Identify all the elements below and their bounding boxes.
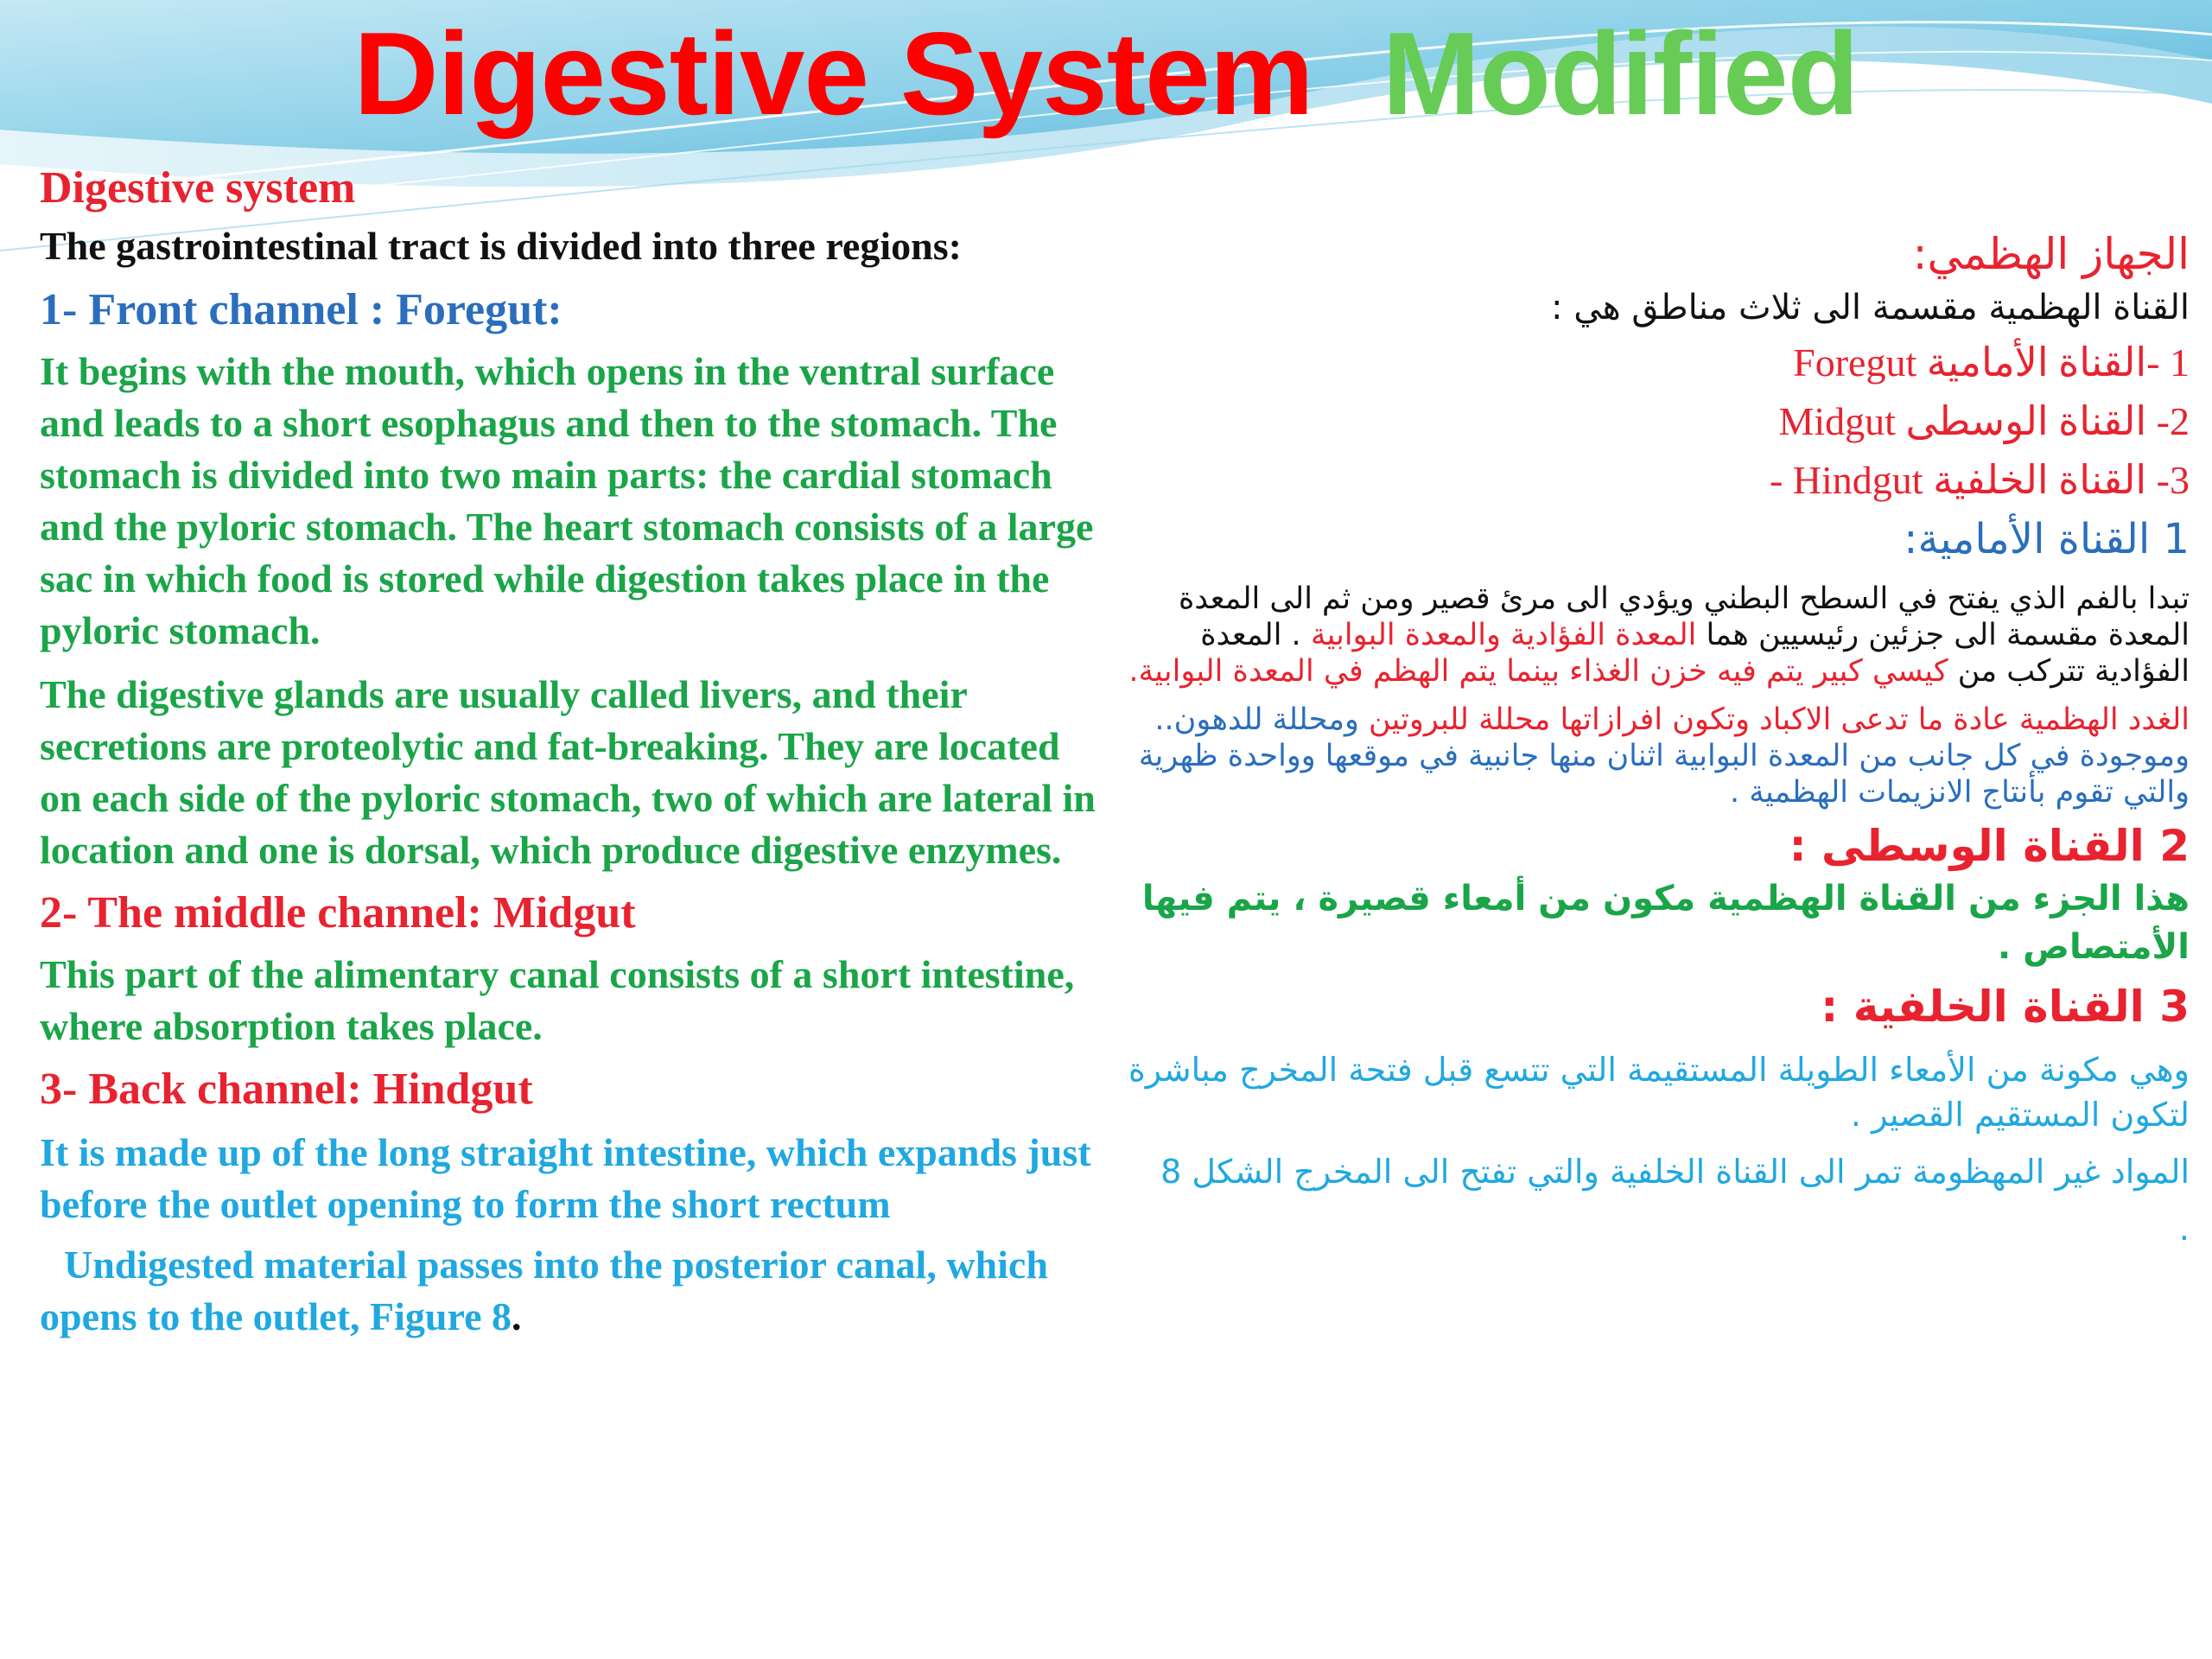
english-heading: Digestive system bbox=[40, 163, 356, 213]
arabic-list-item-2: 2- القناة الوسطى Midgut bbox=[1778, 399, 2190, 443]
english-section2-title: 2- The middle channel: Midgut bbox=[40, 888, 636, 938]
arabic-section1-p1-c: . المعدة الفؤادية تتركب من bbox=[1200, 618, 2190, 689]
arabic-section1-paragraph1 bbox=[1127, 581, 2190, 690]
arabic-list-item-3: 3- القناة الخلفية Hindgut - bbox=[1769, 458, 2190, 502]
arabic-section1-title: 1 القناة الأمامية: bbox=[1904, 515, 2190, 563]
arabic-intro: القناة الهظمية مقسمة الى ثلاث مناطق هي : bbox=[1551, 288, 2190, 327]
english-section1-paragraph1: It begins with the mouth, which opens in the ventral surface and leads to a short esophagus and then to the stomach. The stomach is divided into two main parts: the cardial stomach and the pyloric stomach. The heart stomach consists of a large sac in which food is stored while digestion takes place in the pyloric stomach. bbox=[40, 349, 1094, 652]
english-section3-paragraph2-end: . bbox=[512, 1294, 522, 1338]
arabic-section3-paragraph2: المواد غير المهظومة تمر الى القناة الخلفية والتي تفتح الى المخرج الشكل 8 bbox=[1160, 1153, 2190, 1191]
english-section2-paragraph: This part of the alimentary canal consists of a short intestine, where absorption takes place. bbox=[40, 952, 1075, 1048]
arabic-section2-paragraph: هذا الجزء من القناة الهظمية مكون من أمعاء قصيرة ، يتم فيها الأمتصاص . bbox=[1141, 879, 2190, 967]
arabic-section1-p2-b: ومحللة للدهون.. وموجودة في كل جانب من المعدة البوابية اثنان منها جانبية في موقعها وواحدة ظهرية والتي تقوم بأنتاج الانزيمات الهظمية . bbox=[1138, 702, 2190, 810]
arabic-section1-p1-b: المعدة الفؤادية والمعدة البوابية bbox=[1310, 618, 1697, 652]
english-section1-title: 1- Front channel : Foregut: bbox=[40, 285, 563, 334]
title-part2: Modified bbox=[1382, 8, 1859, 139]
english-section1-paragraph2: The digestive glands are usually called livers, and their secretions are proteolytic and fat-breaking. They are located on each side of the pyloric stomach, two of which are lateral in location and one is dorsal, which produce digestive enzymes. bbox=[40, 672, 1096, 872]
english-section3-paragraph2-text: Undigested material passes into the posterior canal, which opens to the outlet, Figure 8 bbox=[40, 1243, 1048, 1338]
english-column bbox=[40, 161, 1111, 1343]
title-part1: Digestive System bbox=[353, 8, 1313, 139]
english-section3-paragraph1: It is made up of the long straight intestine, which expands just before the outlet opening to form the short rectum bbox=[40, 1130, 1091, 1226]
arabic-section3-title: 3 القناة الخلفية : bbox=[1821, 982, 2190, 1032]
arabic-section1-p1-d: كيسي كبير يتم فيه خزن الغذاء بينما يتم الهظم في المعدة البوابية. bbox=[1128, 654, 1948, 689]
arabic-section2-title: 2 القناة الوسطى : bbox=[1789, 821, 2190, 871]
arabic-section3-paragraph1: وهي مكونة من الأمعاء الطويلة المستقيمة التي تتسع قبل فتحة المخرج مباشرة لتكون المستقيم القصير . bbox=[1128, 1051, 2190, 1134]
slide-title bbox=[0, 0, 2212, 147]
english-section3-paragraph2 bbox=[40, 1239, 1111, 1343]
arabic-heading: الجهاز الهظمي: bbox=[1912, 229, 2190, 279]
arabic-section1-paragraph2 bbox=[1127, 702, 2190, 810]
arabic-section1-p1-a: تبدا بالفم الذي يفتح في السطح البطني ويؤدي الى مرئ قصير ومن ثم الى المعدة المعدة مقسمة الى جزئين رئيسيين هما bbox=[1179, 582, 2190, 652]
arabic-column bbox=[1127, 226, 2190, 1251]
english-section3-title: 3- Back channel: Hindgut bbox=[40, 1065, 533, 1114]
arabic-trailing-dot: . bbox=[2178, 1210, 2190, 1248]
english-intro: The gastrointestinal tract is divided into three regions: bbox=[40, 224, 962, 268]
arabic-list-item-1: 1 -القناة الأمامية Foregut bbox=[1793, 340, 2190, 385]
arabic-section1-p2-a: الغدد الهظمية عادة ما تدعى الاكباد وتكون افرازاتها محللة للبروتين bbox=[1358, 702, 2190, 737]
